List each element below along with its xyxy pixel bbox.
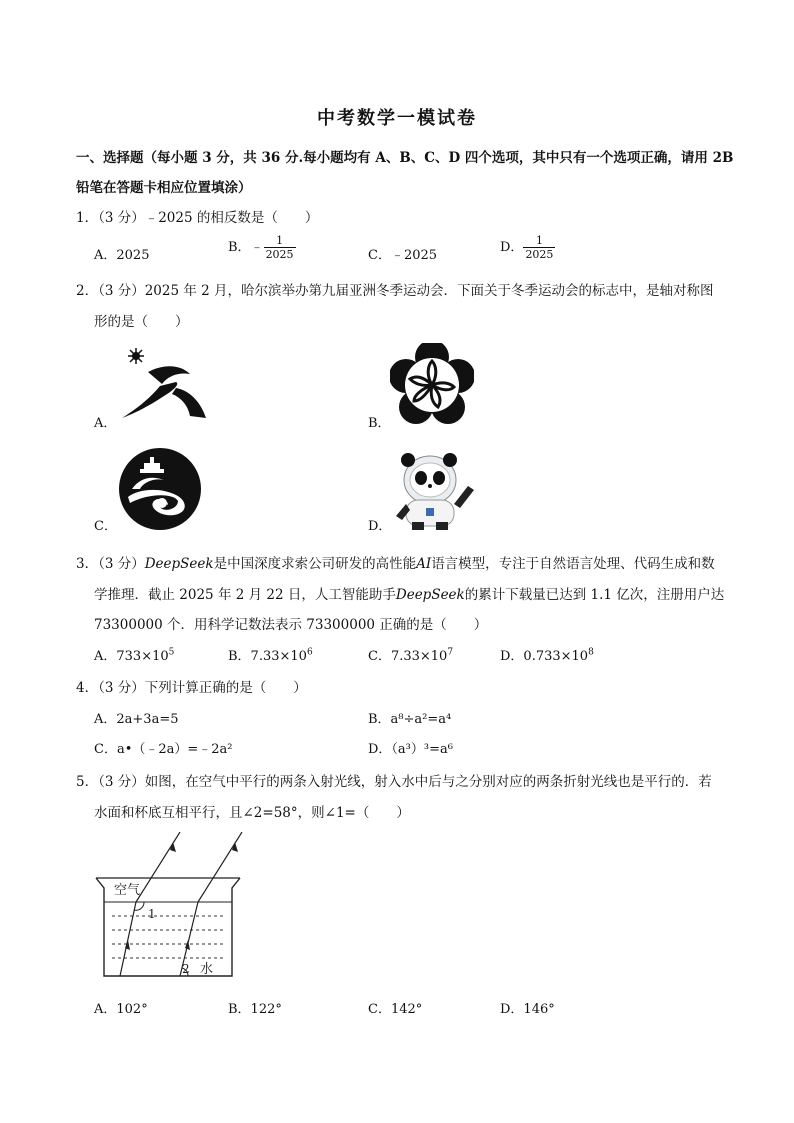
fraction-numerator: 1: [264, 234, 296, 248]
q1-option-a: A．2025: [94, 248, 150, 263]
q2-stem-line1: 2．（3 分）2025 年 2 月，哈尔滨举办第九届亚洲冬季运动会．下面关于冬季运动会的标志中，是轴对称图: [76, 283, 714, 299]
q2-logo-b-image: [390, 343, 474, 427]
q3-option-c-exponent: 7: [447, 647, 454, 658]
q2-option-b-label: B．: [368, 416, 391, 431]
section-heading-line1: 一、选择题（每小题 3 分，共 36 分.每小题均有 A、B、C、D 四个选项，其中只有一个选项正确，请用 2B: [76, 150, 734, 166]
q3-option-d-exponent: 8: [588, 647, 594, 658]
fraction-denominator: 2025: [265, 248, 294, 261]
q4-option-b: B．a⁸÷a²=a⁴: [368, 712, 452, 727]
q5-fig-angle1-label: 1: [148, 907, 156, 921]
q5-option-d: D．146°: [500, 1002, 555, 1017]
q3-brand-name: DeepSeek: [144, 556, 214, 572]
q3-line1-part-a: 3．（3 分）: [76, 556, 145, 572]
q3-option-a-exponent: 5: [168, 647, 175, 658]
q2-logo-a-image: [118, 346, 208, 422]
q3-option-c: [368, 645, 453, 664]
q3-option-b: [228, 645, 313, 664]
q3-line2-part-a: 学推理．截止 2025 年 2 月 22 日，人工智能助手: [94, 587, 396, 603]
q5-fig-angle2-label: 2: [182, 962, 190, 976]
q1-option-c: C．﹣2025: [368, 248, 438, 263]
q3-option-b-exponent: 6: [306, 647, 313, 658]
q3-option-a-base: A．733×10: [94, 649, 169, 664]
q1-option-b-prefix: B．﹣: [228, 240, 264, 255]
q1-option-d-prefix: D．: [500, 240, 524, 255]
q3-ai-term: AI: [416, 556, 432, 572]
q1-option-d: [500, 234, 555, 261]
q5-fig-air-label: 空气: [114, 883, 141, 898]
q2-option-d-label: D．: [368, 519, 392, 534]
q3-brand-name: DeepSeek: [395, 587, 465, 603]
q2-mascot-d-image: [390, 446, 478, 532]
q3-option-c-base: C．7.33×10: [368, 649, 448, 664]
q4-option-a: A．2a+3a=5: [94, 712, 179, 727]
q3-line1-part-b: 是中国深度求索公司研发的高性能: [213, 556, 417, 572]
q3-option-b-base: B．7.33×10: [228, 649, 307, 664]
q5-fig-water-label: 水: [200, 962, 214, 977]
q5-option-c: C．142°: [368, 1002, 423, 1017]
fraction-numerator: 1: [523, 234, 555, 248]
q4-option-c: C．a•（﹣2a）=﹣2a²: [94, 742, 233, 757]
fraction-denominator: 2025: [525, 248, 554, 261]
q1-option-b-fraction: [264, 234, 296, 261]
section-heading-line2: 铅笔在答题卡相应位置填涂）: [76, 180, 252, 196]
q2-option-c-label: C．: [94, 519, 117, 534]
q5-option-b: B．122°: [228, 1002, 282, 1017]
q5-stem-line1: 5．（3 分）如图，在空气中平行的两条入射光线，射入水中后与之分别对应的两条折射光线也是平行的．若: [76, 774, 712, 790]
q3-option-a: [94, 645, 174, 664]
q3-line2-part-b: 的累计下载量已达到 1.1 亿次，注册用户达: [464, 587, 725, 603]
q4-option-d: D．（a³）³=a⁶: [368, 742, 453, 757]
q5-stem-line2: 水面和杯底互相平行，且∠2=58°，则∠1=（ ）: [94, 805, 410, 821]
q3-option-d-base: D．0.733×10: [500, 649, 589, 664]
q1-stem: 1．（3 分）﹣2025 的相反数是（ ）: [76, 210, 319, 226]
q3-stem-line3: 73300000 个．用科学记数法表示 73300000 正确的是（ ）: [94, 617, 488, 633]
q3-stem-line2: [94, 583, 724, 603]
q4-stem: 4．（3 分）下列计算正确的是（ ）: [76, 680, 307, 696]
q5-beaker-diagram: [92, 832, 248, 982]
q2-stem-line2: 形的是（ ）: [94, 314, 189, 330]
q3-option-d: [500, 645, 594, 664]
q3-stem-line1: [76, 552, 715, 572]
page-title: 中考数学一模试卷: [317, 108, 477, 129]
q2-logo-c-image: [118, 447, 202, 531]
q3-line1-part-c: 语言模型，专注于自然语言处理、代码生成和数: [431, 556, 715, 572]
q2-option-a-label: A．: [94, 416, 117, 431]
q5-option-a: A．102°: [94, 1002, 148, 1017]
q1-option-d-fraction: [523, 234, 555, 261]
q1-option-b: [228, 234, 296, 261]
